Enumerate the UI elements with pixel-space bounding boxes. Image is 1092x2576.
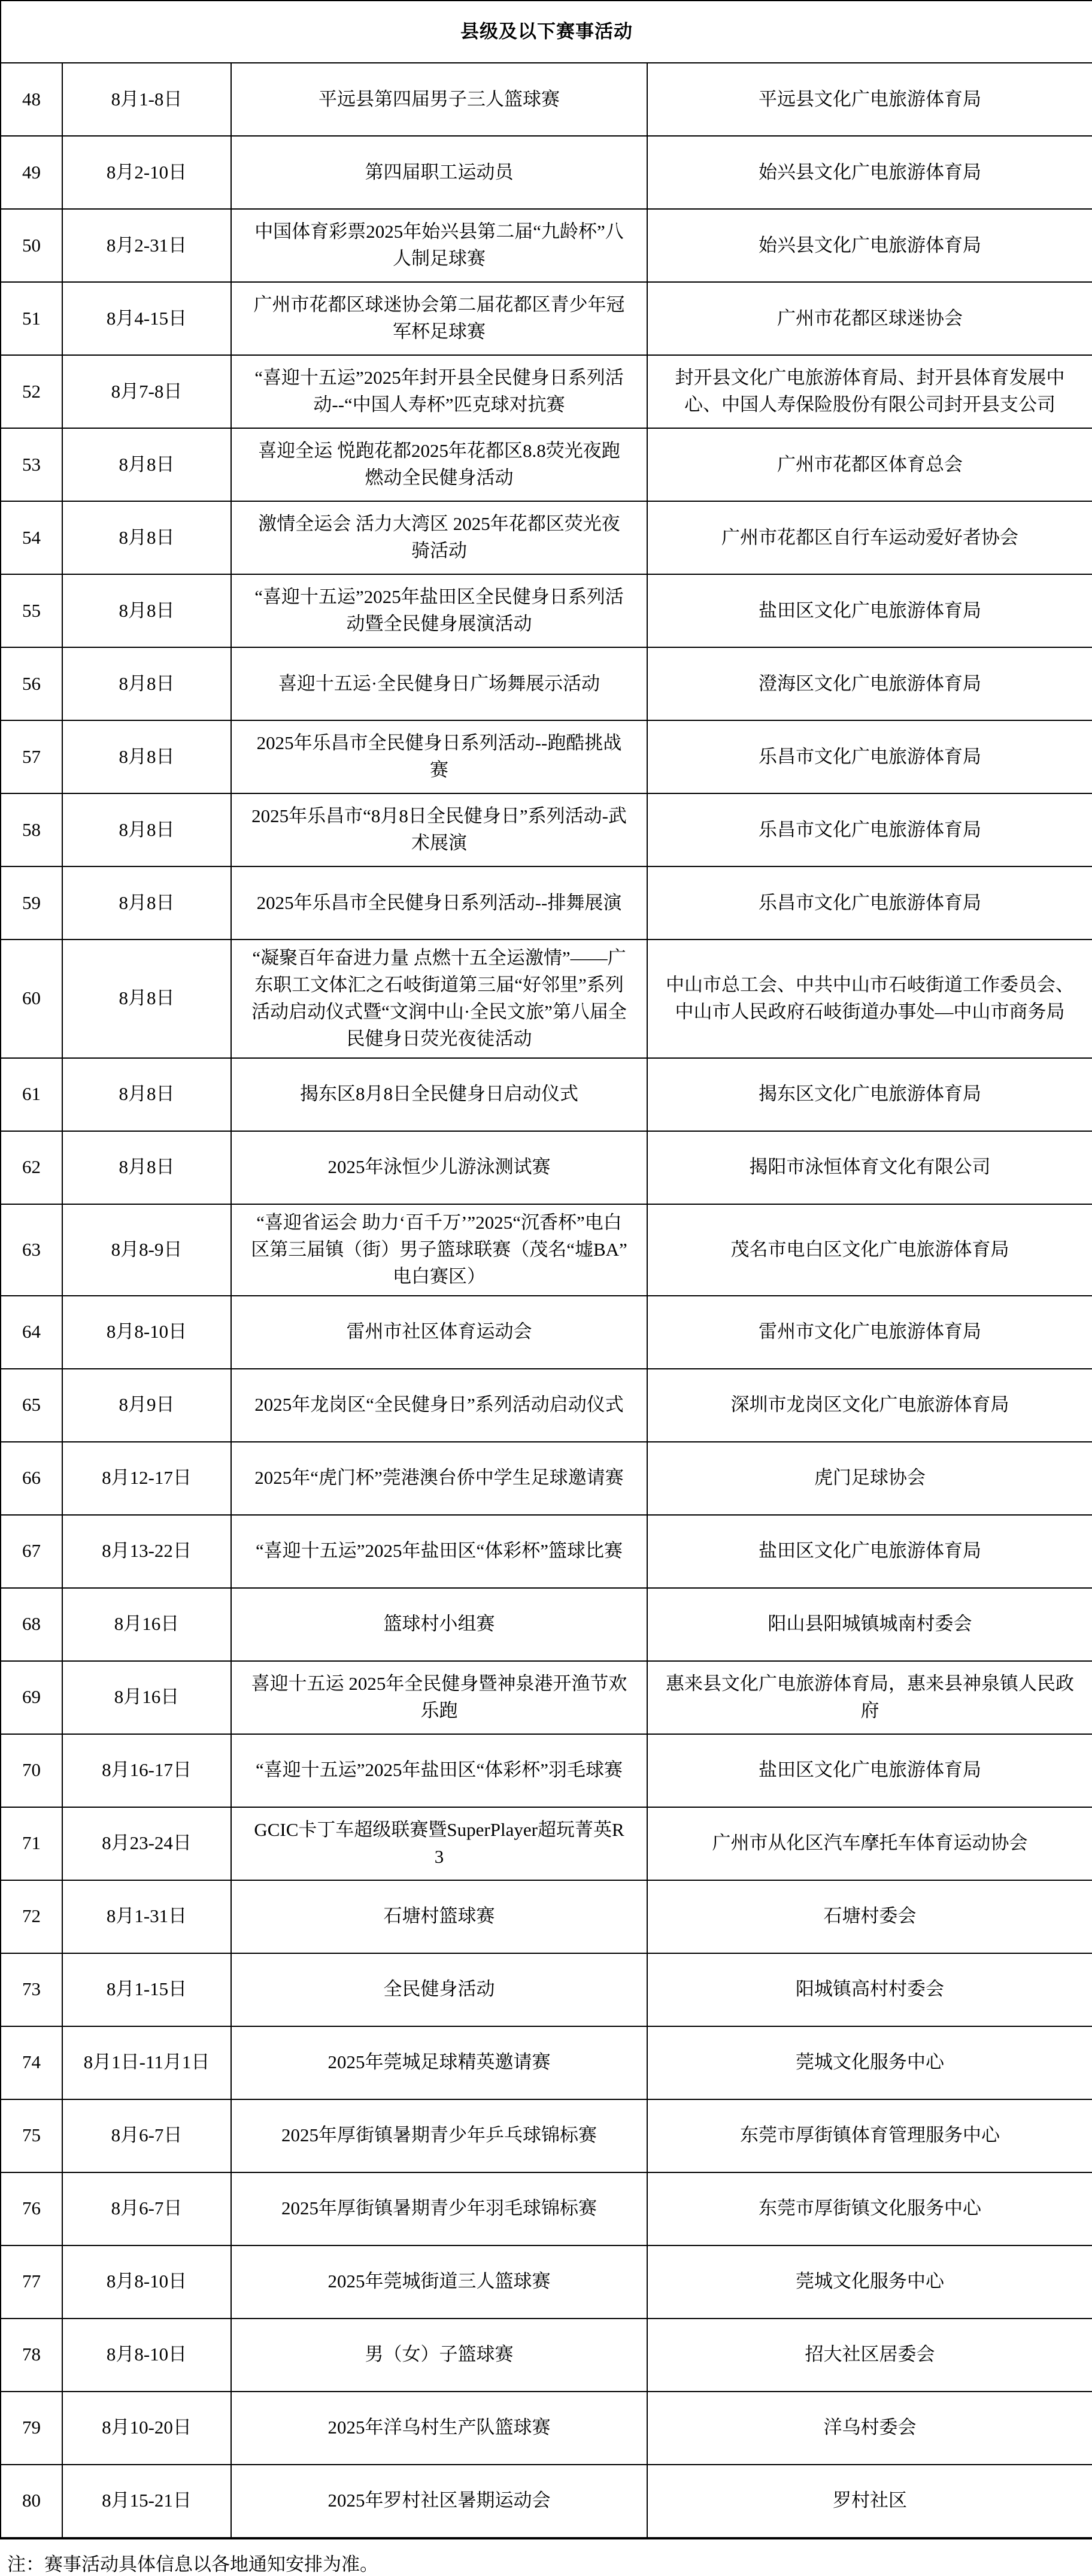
table-title: 县级及以下赛事活动 <box>1 1 1092 63</box>
event-cell: 中国体育彩票2025年始兴县第二届“九龄杯”八人制足球赛 <box>231 209 647 282</box>
date-cell: 8月2-31日 <box>62 209 231 282</box>
date-cell: 8月8-10日 <box>62 2245 231 2319</box>
organizer-cell: 雷州市文化广电旅游体育局 <box>647 1296 1092 1369</box>
event-cell: 2025年莞城足球精英邀请赛 <box>231 2026 647 2099</box>
date-cell: 8月8日 <box>62 940 231 1058</box>
date-cell: 8月1日-11月1日 <box>62 2026 231 2099</box>
table-row <box>1 647 1092 720</box>
date-cell: 8月8-10日 <box>62 1296 231 1369</box>
date-cell: 8月15-21日 <box>62 2465 231 2538</box>
row-number-cell: 61 <box>1 1058 62 1131</box>
date-cell: 8月16-17日 <box>62 1734 231 1807</box>
table-row <box>1 2172 1092 2245</box>
organizer-cell: 广州市从化区汽车摩托车体育运动协会 <box>647 1807 1092 1880</box>
organizer-cell: 乐昌市文化广电旅游体育局 <box>647 866 1092 940</box>
date-cell: 8月8-9日 <box>62 1204 231 1296</box>
date-cell: 8月1-31日 <box>62 1880 231 1953</box>
date-cell: 8月12-17日 <box>62 1442 231 1515</box>
event-cell: 揭东区8月8日全民健身日启动仪式 <box>231 1058 647 1131</box>
table-row <box>1 501 1092 574</box>
event-cell: “喜迎十五运”2025年盐田区全民健身日系列活动暨全民健身展演活动 <box>231 574 647 647</box>
table-row <box>1 355 1092 428</box>
table-row <box>1 1442 1092 1515</box>
date-cell: 8月13-22日 <box>62 1515 231 1588</box>
table-row <box>1 866 1092 940</box>
event-cell: 2025年洋乌村生产队篮球赛 <box>231 2392 647 2465</box>
table-row <box>1 1369 1092 1442</box>
row-number-cell: 49 <box>1 136 62 209</box>
event-cell: 2025年泳恒少儿游泳测试赛 <box>231 1131 647 1204</box>
date-cell: 8月2-10日 <box>62 136 231 209</box>
event-cell: 2025年乐昌市全民健身日系列活动--跑酷挑战赛 <box>231 720 647 793</box>
event-cell: 2025年罗村社区暑期运动会 <box>231 2465 647 2538</box>
row-number-cell: 50 <box>1 209 62 282</box>
organizer-cell: 始兴县文化广电旅游体育局 <box>647 209 1092 282</box>
row-number-cell: 60 <box>1 940 62 1058</box>
row-number-cell: 57 <box>1 720 62 793</box>
row-number-cell: 79 <box>1 2392 62 2465</box>
row-number-cell: 53 <box>1 428 62 501</box>
event-cell: “喜迎省运会 助力‘百千万’”2025“沉香杯”电白区第三届镇（街）男子篮球联赛（茂名“墟BA”电白赛区） <box>231 1204 647 1296</box>
event-cell: 广州市花都区球迷协会第二届花都区青少年冠军杯足球赛 <box>231 282 647 355</box>
table-row <box>1 282 1092 355</box>
event-cell: 喜迎全运 悦跑花都2025年花都区8.8荧光夜跑燃动全民健身活动 <box>231 428 647 501</box>
date-cell: 8月8日 <box>62 428 231 501</box>
organizer-cell: 深圳市龙岗区文化广电旅游体育局 <box>647 1369 1092 1442</box>
event-cell: 男（女）子篮球赛 <box>231 2319 647 2392</box>
event-cell: 2025年乐昌市“8月8日全民健身日”系列活动-武术展演 <box>231 793 647 866</box>
date-cell: 8月7-8日 <box>62 355 231 428</box>
table-row <box>1 1058 1092 1131</box>
table-row <box>1 63 1092 136</box>
date-cell: 8月8日 <box>62 1131 231 1204</box>
table-row <box>1 1515 1092 1588</box>
table-row <box>1 2099 1092 2172</box>
date-cell: 8月4-15日 <box>62 282 231 355</box>
event-cell: 喜迎十五运·全民健身日广场舞展示活动 <box>231 647 647 720</box>
row-number-cell: 69 <box>1 1661 62 1734</box>
event-cell: 2025年厚街镇暑期青少年羽毛球锦标赛 <box>231 2172 647 2245</box>
row-number-cell: 72 <box>1 1880 62 1953</box>
table-row <box>1 136 1092 209</box>
organizer-cell: 莞城文化服务中心 <box>647 2245 1092 2319</box>
organizer-cell: 广州市花都区体育总会 <box>647 428 1092 501</box>
event-cell: “喜迎十五运”2025年盐田区“体彩杯”羽毛球赛 <box>231 1734 647 1807</box>
table-row <box>1 1880 1092 1953</box>
organizer-cell: 莞城文化服务中心 <box>647 2026 1092 2099</box>
table-row <box>1 209 1092 282</box>
row-number-cell: 67 <box>1 1515 62 1588</box>
event-cell: “喜迎十五运”2025年封开县全民健身日系列活动--“中国人寿杯”匹克球对抗赛 <box>231 355 647 428</box>
organizer-cell: 盐田区文化广电旅游体育局 <box>647 574 1092 647</box>
row-number-cell: 62 <box>1 1131 62 1204</box>
row-number-cell: 58 <box>1 793 62 866</box>
table-row <box>1 1953 1092 2026</box>
date-cell: 8月8-10日 <box>62 2319 231 2392</box>
organizer-cell: 乐昌市文化广电旅游体育局 <box>647 720 1092 793</box>
table-row <box>1 1204 1092 1296</box>
table-row <box>1 2026 1092 2099</box>
row-number-cell: 77 <box>1 2245 62 2319</box>
row-number-cell: 70 <box>1 1734 62 1807</box>
row-number-cell: 54 <box>1 501 62 574</box>
organizer-cell: 阳山县阳城镇城南村委会 <box>647 1588 1092 1661</box>
organizer-cell: 揭阳市泳恒体育文化有限公司 <box>647 1131 1092 1204</box>
event-cell: 第四届职工运动员 <box>231 136 647 209</box>
date-cell: 8月8日 <box>62 793 231 866</box>
date-cell: 8月16日 <box>62 1588 231 1661</box>
row-number-cell: 65 <box>1 1369 62 1442</box>
date-cell: 8月8日 <box>62 647 231 720</box>
table-row <box>1 793 1092 866</box>
organizer-cell: 封开县文化广电旅游体育局、封开县体育发展中心、中国人寿保险股份有限公司封开县支公司 <box>647 355 1092 428</box>
event-cell: 2025年乐昌市全民健身日系列活动--排舞展演 <box>231 866 647 940</box>
organizer-cell: 罗村社区 <box>647 2465 1092 2538</box>
event-cell: 2025年莞城街道三人篮球赛 <box>231 2245 647 2319</box>
organizer-cell: 惠来县文化广电旅游体育局，惠来县神泉镇人民政府 <box>647 1661 1092 1734</box>
row-number-cell: 75 <box>1 2099 62 2172</box>
table-row <box>1 428 1092 501</box>
event-cell: 雷州市社区体育运动会 <box>231 1296 647 1369</box>
organizer-cell: 洋乌村委会 <box>647 2392 1092 2465</box>
date-cell: 8月10-20日 <box>62 2392 231 2465</box>
organizer-cell: 广州市花都区球迷协会 <box>647 282 1092 355</box>
event-cell: 喜迎十五运 2025年全民健身暨神泉港开渔节欢乐跑 <box>231 1661 647 1734</box>
row-number-cell: 74 <box>1 2026 62 2099</box>
table-row <box>1 2465 1092 2538</box>
date-cell: 8月16日 <box>62 1661 231 1734</box>
table-row <box>1 1807 1092 1880</box>
row-number-cell: 55 <box>1 574 62 647</box>
row-number-cell: 68 <box>1 1588 62 1661</box>
organizer-cell: 中山市总工会、中共中山市石岐街道工作委员会、中山市人民政府石岐街道办事处—中山市商务局 <box>647 940 1092 1058</box>
table-row <box>1 720 1092 793</box>
row-number-cell: 48 <box>1 63 62 136</box>
table-row <box>1 940 1092 1058</box>
date-cell: 8月8日 <box>62 501 231 574</box>
organizer-cell: 东莞市厚街镇文化服务中心 <box>647 2172 1092 2245</box>
row-number-cell: 52 <box>1 355 62 428</box>
row-number-cell: 80 <box>1 2465 62 2538</box>
organizer-cell: 乐昌市文化广电旅游体育局 <box>647 793 1092 866</box>
date-cell: 8月8日 <box>62 866 231 940</box>
event-cell: 平远县第四届男子三人篮球赛 <box>231 63 647 136</box>
date-cell: 8月8日 <box>62 574 231 647</box>
row-number-cell: 64 <box>1 1296 62 1369</box>
event-cell: GCIC卡丁车超级联赛暨SuperPlayer超玩菁英R3 <box>231 1807 647 1880</box>
row-number-cell: 78 <box>1 2319 62 2392</box>
date-cell: 8月1-15日 <box>62 1953 231 2026</box>
table-row <box>1 2245 1092 2319</box>
event-cell: 全民健身活动 <box>231 1953 647 2026</box>
date-cell: 8月8日 <box>62 1058 231 1131</box>
row-number-cell: 56 <box>1 647 62 720</box>
footer-note: 注：赛事活动具体信息以各地通知安排为准。 <box>7 2553 378 2575</box>
organizer-cell: 招大社区居委会 <box>647 2319 1092 2392</box>
organizer-cell: 阳城镇高村村委会 <box>647 1953 1092 2026</box>
table-row <box>1 1588 1092 1661</box>
table-row <box>1 1296 1092 1369</box>
row-number-cell: 63 <box>1 1204 62 1296</box>
table-row <box>1 1734 1092 1807</box>
table-row <box>1 574 1092 647</box>
organizer-cell: 虎门足球协会 <box>647 1442 1092 1515</box>
row-number-cell: 71 <box>1 1807 62 1880</box>
event-cell: “凝聚百年奋进力量 点燃十五全运激情”——广东职工文体汇之石岐街道第三届“好邻里”系列活动启动仪式暨“文润中山·全民文旅”第八届全民健身日荧光夜徒活动 <box>231 940 647 1058</box>
organizer-cell: 揭东区文化广电旅游体育局 <box>647 1058 1092 1131</box>
event-cell: 篮球村小组赛 <box>231 1588 647 1661</box>
date-cell: 8月1-8日 <box>62 63 231 136</box>
organizer-cell: 澄海区文化广电旅游体育局 <box>647 647 1092 720</box>
row-number-cell: 51 <box>1 282 62 355</box>
date-cell: 8月9日 <box>62 1369 231 1442</box>
row-number-cell: 59 <box>1 866 62 940</box>
event-cell: “喜迎十五运”2025年盐田区“体彩杯”篮球比赛 <box>231 1515 647 1588</box>
event-cell: 2025年厚街镇暑期青少年乒乓球锦标赛 <box>231 2099 647 2172</box>
event-cell: 2025年龙岗区“全民健身日”系列活动启动仪式 <box>231 1369 647 1442</box>
organizer-cell: 茂名市电白区文化广电旅游体育局 <box>647 1204 1092 1296</box>
organizer-cell: 石塘村委会 <box>647 1880 1092 1953</box>
organizer-cell: 始兴县文化广电旅游体育局 <box>647 136 1092 209</box>
date-cell: 8月6-7日 <box>62 2099 231 2172</box>
event-cell: 2025年“虎门杯”莞港澳台侨中学生足球邀请赛 <box>231 1442 647 1515</box>
table-row <box>1 2319 1092 2392</box>
table-row <box>1 1661 1092 1734</box>
organizer-cell: 东莞市厚街镇体育管理服务中心 <box>647 2099 1092 2172</box>
event-cell: 激情全运会 活力大湾区 2025年花都区荧光夜骑活动 <box>231 501 647 574</box>
date-cell: 8月8日 <box>62 720 231 793</box>
organizer-cell: 平远县文化广电旅游体育局 <box>647 63 1092 136</box>
table-row <box>1 1131 1092 1204</box>
table-row <box>1 2392 1092 2465</box>
date-cell: 8月6-7日 <box>62 2172 231 2245</box>
date-cell: 8月23-24日 <box>62 1807 231 1880</box>
row-number-cell: 66 <box>1 1442 62 1515</box>
organizer-cell: 广州市花都区自行车运动爱好者协会 <box>647 501 1092 574</box>
table-title-row <box>1 1 1092 63</box>
events-table-body <box>1 1 1092 2538</box>
organizer-cell: 盐田区文化广电旅游体育局 <box>647 1515 1092 1588</box>
event-cell: 石塘村篮球赛 <box>231 1880 647 1953</box>
organizer-cell: 盐田区文化广电旅游体育局 <box>647 1734 1092 1807</box>
row-number-cell: 73 <box>1 1953 62 2026</box>
row-number-cell: 76 <box>1 2172 62 2245</box>
